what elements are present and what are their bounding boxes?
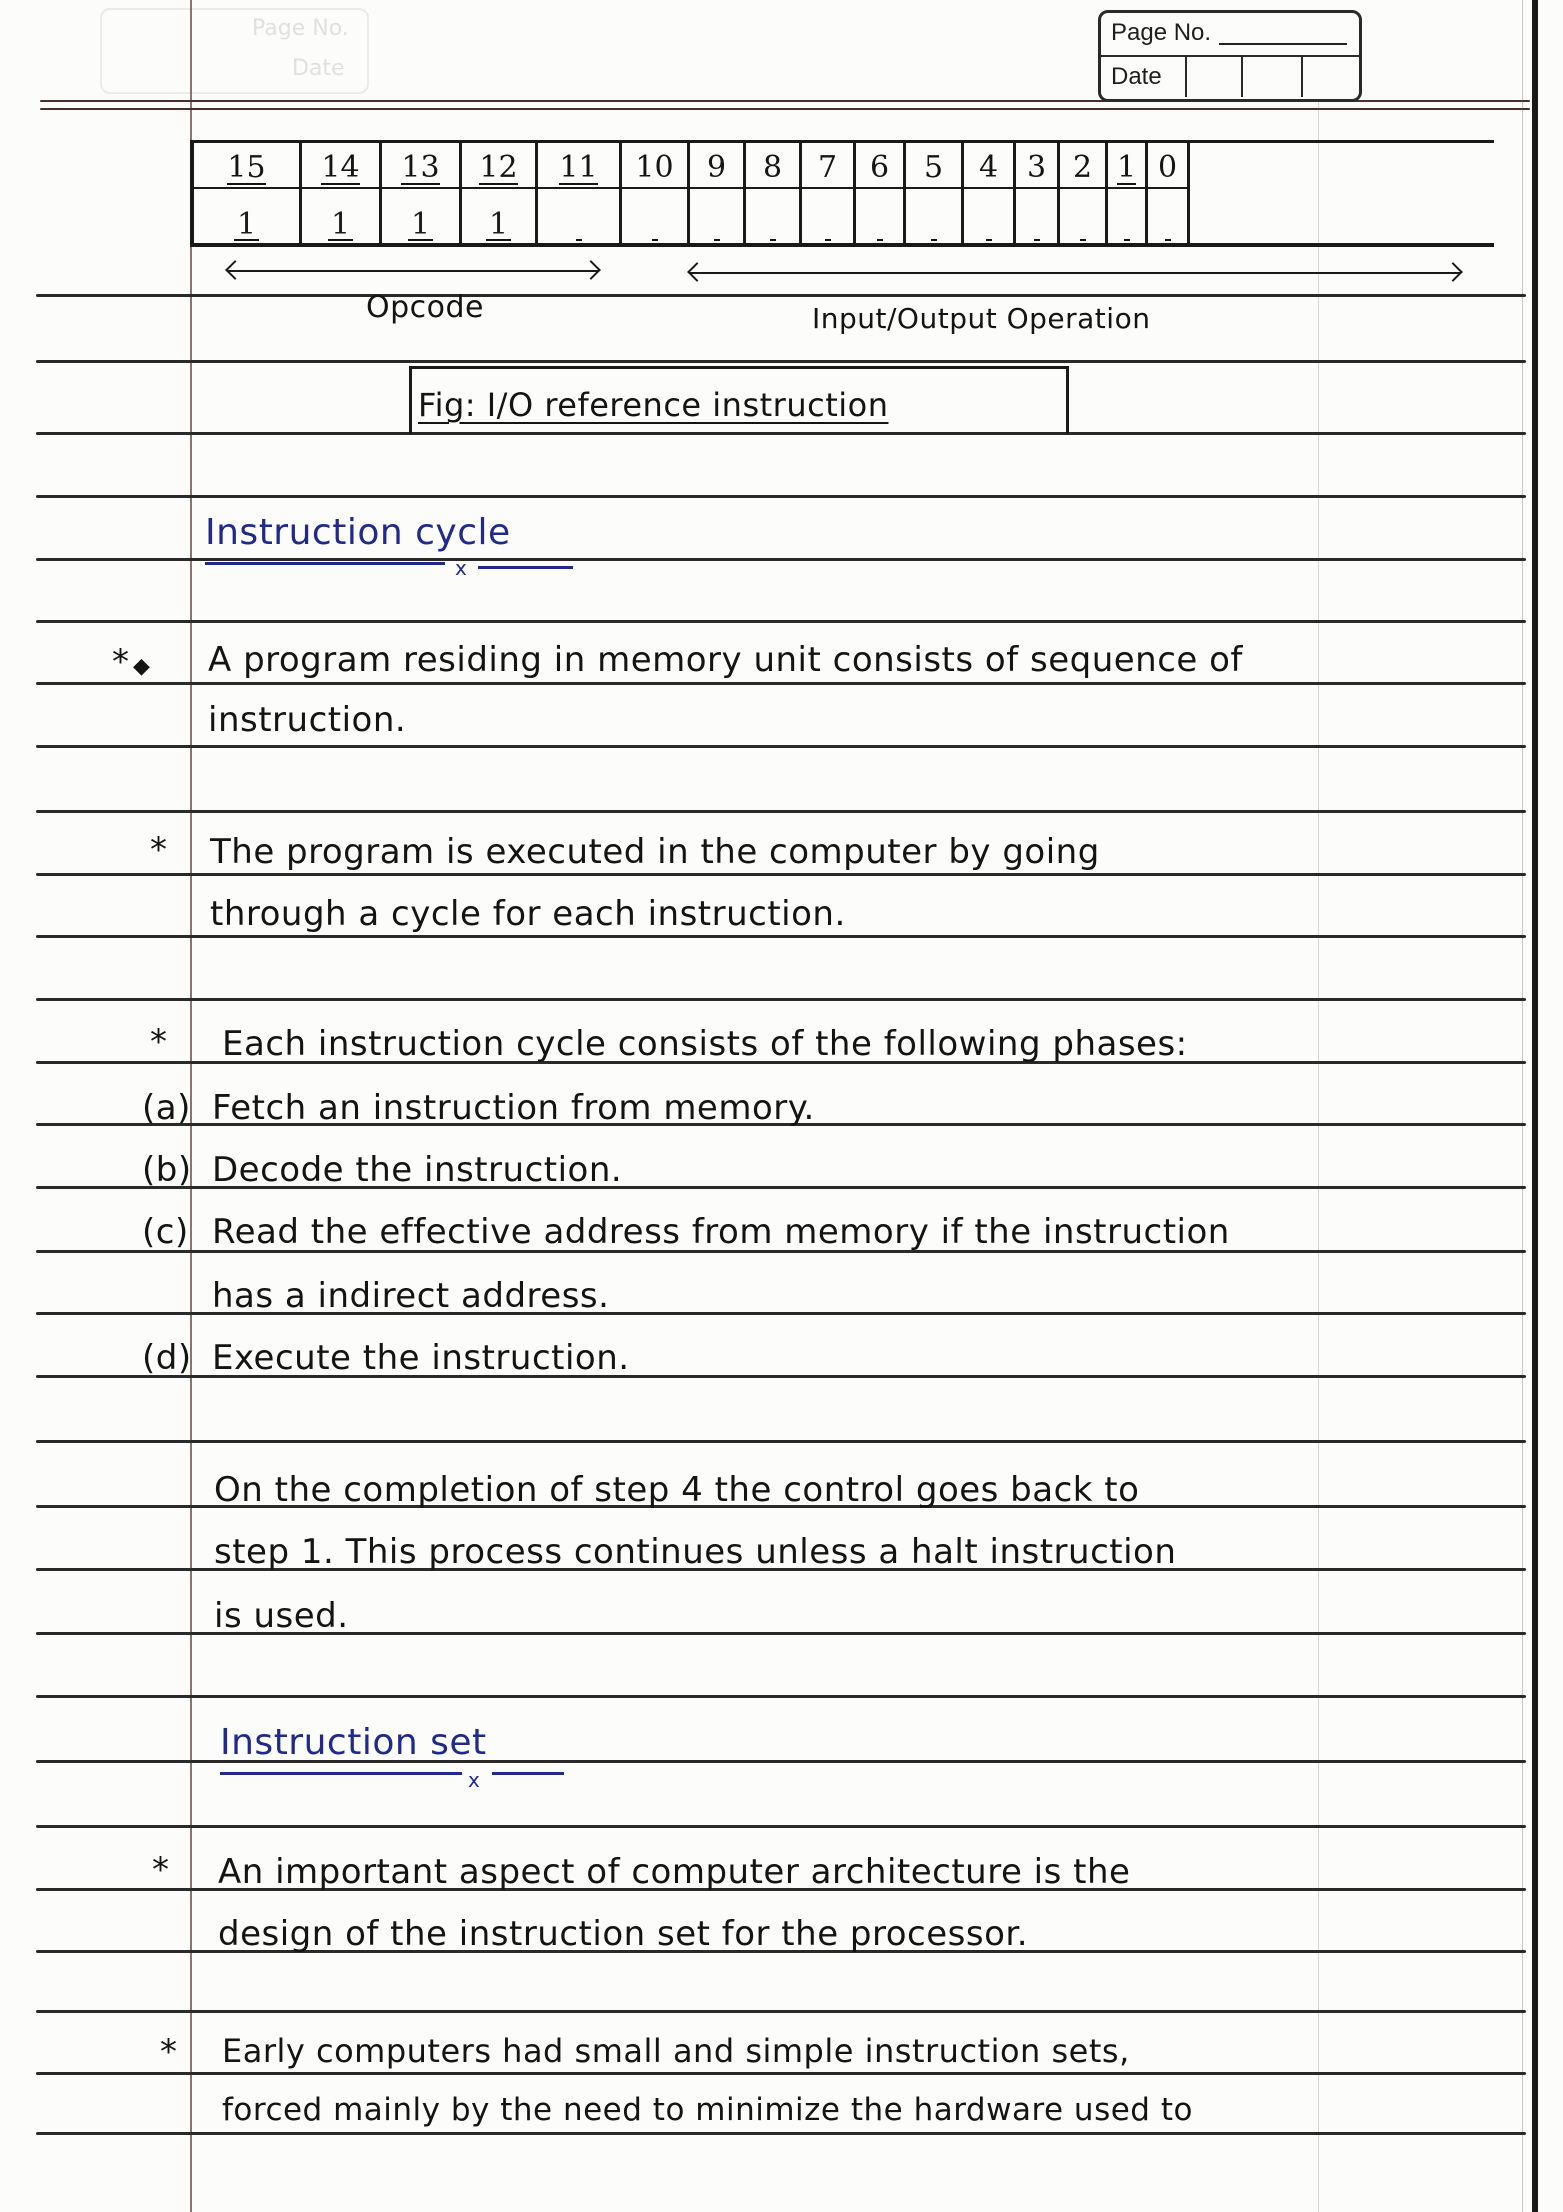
ruled-line <box>36 810 1526 813</box>
ghost-page-stamp <box>100 8 369 94</box>
date-cell-divider <box>1185 57 1187 97</box>
bit-value <box>877 239 883 241</box>
ruled-line <box>36 998 1526 1001</box>
bit-column-14 <box>302 143 382 243</box>
figure-caption: Fig: I/O reference instruction <box>418 386 889 424</box>
bit-number: 0 <box>1157 150 1178 185</box>
bit-value: 1 <box>234 211 259 241</box>
phase-text: Decode the instruction. <box>212 1150 623 1190</box>
bit-value <box>770 239 776 241</box>
paragraph-line: On the completion of step 4 the control goes back to <box>214 1470 1140 1510</box>
bit-number: 11 <box>559 150 598 185</box>
ruled-line <box>36 1825 1526 1828</box>
faint-guide-line <box>1318 100 1319 2212</box>
date-cell-divider <box>1301 57 1303 97</box>
phase-text: Execute the instruction. <box>212 1338 630 1378</box>
bit-column-0 <box>1148 143 1190 243</box>
right-faint-line <box>1522 0 1523 2212</box>
paragraph-line: A program residing in memory unit consists of sequence of <box>208 640 1243 680</box>
bullet-marker: * <box>152 1850 169 1890</box>
phase-text: Read the effective address from memory if the instruction <box>212 1212 1230 1252</box>
io-range-arrow <box>690 272 1460 274</box>
bit-value <box>825 239 831 241</box>
heading-underline <box>220 1772 462 1775</box>
ruled-line <box>36 1695 1526 1698</box>
date-cell-divider <box>1241 57 1243 97</box>
ruled-line <box>36 682 1526 685</box>
bit-column-1 <box>1108 143 1148 243</box>
bit-number: 3 <box>1026 150 1047 185</box>
page-no-row <box>1101 13 1359 57</box>
bit-column-2 <box>1060 143 1108 243</box>
bit-number: 12 <box>479 150 518 185</box>
phase-label-b: (b) <box>142 1150 192 1190</box>
ruled-line <box>36 558 1526 561</box>
bit-column-15 <box>194 143 302 243</box>
bit-number: 15 <box>227 150 266 185</box>
bit-column-10 <box>622 143 690 243</box>
bit-number: 10 <box>635 150 674 185</box>
bit-column-11 <box>538 143 622 243</box>
binding-edge <box>1532 0 1538 2212</box>
bit-number: 13 <box>401 150 440 185</box>
paragraph-line: Each instruction cycle consists of the following phases: <box>222 1024 1188 1064</box>
bullet-marker: * <box>150 1022 167 1062</box>
bullet-marker: * <box>150 830 167 870</box>
ruled-line <box>36 873 1526 876</box>
ruled-line <box>36 2010 1526 2013</box>
bit-value: 1 <box>408 211 433 241</box>
bit-number: 2 <box>1072 150 1093 185</box>
phase-text: Fetch an instruction from memory. <box>212 1088 815 1128</box>
phase-label-d: (d) <box>142 1338 192 1378</box>
paragraph-line: Early computers had small and simple instruction sets, <box>222 2032 1130 2070</box>
bit-column-3 <box>1016 143 1060 243</box>
opcode-range-arrow <box>228 270 598 272</box>
ruled-line <box>36 495 1526 498</box>
ruled-line <box>36 935 1526 938</box>
bit-column-13 <box>382 143 462 243</box>
heading-x-mark: x <box>468 1768 480 1792</box>
bullet-marker: * ◆ <box>112 642 150 682</box>
ruled-line <box>36 360 1526 363</box>
bit-column-12 <box>462 143 538 243</box>
page-no-label: Page No. <box>1111 19 1212 46</box>
section-heading-instruction-set: Instruction set <box>220 1722 487 1763</box>
heading-underline <box>205 562 445 565</box>
opcode-label: Opcode <box>366 290 485 325</box>
date-label: Date <box>1111 63 1162 90</box>
bit-value <box>931 239 937 241</box>
bit-value: 1 <box>328 211 353 241</box>
paragraph-line: step 1. This process continues unless a halt instruction <box>214 1532 1177 1572</box>
bit-column-7 <box>802 143 856 243</box>
bit-number: 14 <box>321 150 360 185</box>
bit-value <box>1034 239 1040 241</box>
page-no-blank <box>1219 43 1347 45</box>
bit-value <box>652 239 658 241</box>
bit-number: 1 <box>1116 150 1137 185</box>
heading-underline <box>492 1772 564 1775</box>
paragraph-line: instruction. <box>208 700 407 740</box>
phase-label-c: (c) <box>142 1212 189 1252</box>
ghost-page-label: Page No. <box>252 16 349 41</box>
phase-text: has a indirect address. <box>212 1276 610 1316</box>
bit-number: 7 <box>817 150 838 185</box>
heading-x-mark: x <box>455 556 467 580</box>
ruled-line <box>36 620 1526 623</box>
bit-number: 4 <box>978 150 999 185</box>
section-heading-instruction-cycle: Instruction cycle <box>205 512 511 553</box>
paragraph-line: design of the instruction set for the processor. <box>218 1914 1029 1954</box>
bit-value: 1 <box>486 211 511 241</box>
arrow-bullet-icon: ◆ <box>133 654 150 679</box>
instruction-bit-table <box>190 140 1494 247</box>
bit-column-9 <box>690 143 746 243</box>
bit-column-5 <box>906 143 964 243</box>
paragraph-line: The program is executed in the computer by going <box>210 832 1100 872</box>
bit-value <box>576 239 582 241</box>
bit-number: 8 <box>762 150 783 185</box>
bit-column-6 <box>856 143 906 243</box>
bit-value <box>1124 239 1130 241</box>
ruled-line <box>36 1440 1526 1443</box>
bit-column-8 <box>746 143 802 243</box>
bullet-marker: * <box>160 2032 177 2072</box>
bit-value <box>714 239 720 241</box>
ruled-line <box>36 745 1526 748</box>
heading-underline <box>478 566 573 569</box>
ruled-line <box>36 294 1526 297</box>
bit-number: 9 <box>706 150 727 185</box>
ghost-date-label: Date <box>292 56 345 81</box>
bit-value <box>986 239 992 241</box>
io-operation-label: Input/Output Operation <box>812 302 1151 335</box>
bit-value <box>1165 239 1171 241</box>
page-date-box <box>1098 10 1362 102</box>
bit-value <box>1080 239 1086 241</box>
bit-number: 5 <box>923 150 944 185</box>
paragraph-line: is used. <box>214 1596 349 1636</box>
phase-label-a: (a) <box>142 1088 191 1128</box>
paragraph-line: forced mainly by the need to minimize the hardware used to <box>222 2092 1193 2128</box>
ruled-line <box>36 2132 1526 2135</box>
paragraph-line: through a cycle for each instruction. <box>210 894 846 934</box>
paragraph-line: An important aspect of computer architecture is the <box>218 1852 1131 1892</box>
ruled-line <box>36 2072 1526 2075</box>
ruled-line <box>40 108 1530 110</box>
bit-number: 6 <box>869 150 890 185</box>
bit-column-4 <box>964 143 1016 243</box>
